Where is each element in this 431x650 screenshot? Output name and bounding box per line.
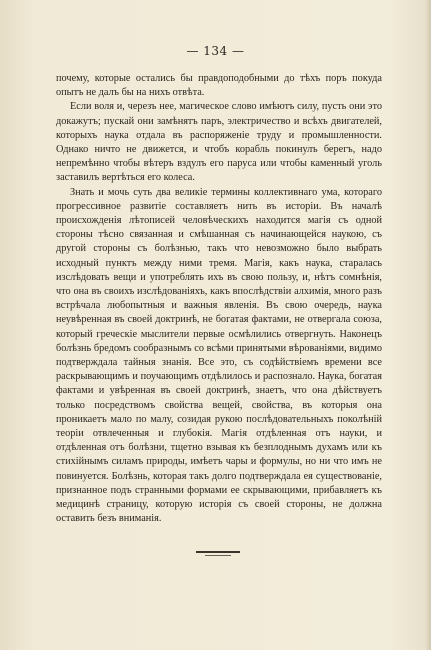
- paragraph-3: Знать и мочь суть два великіе термины коллективнаго ума, котораго прогрессивное развитіе составляетъ нить въ исторіи. Въ началѣ происхожденія лѣтописей человѣческихъ находится магія съ одной стороны тѣсно связанная и смѣшанная съ начинающейся наукою, съ другой стороны съ болѣзнью, такъ что невозможно было выбрать исходный пунктъ между ними тремя. Магія, какъ наука, старалась изслѣдовать вещи и употреблять ихъ въ свою пользу, и, нѣтъ сомнѣнія, что она въ своихъ изслѣдованіяхъ, какъ впослѣдствіи алхимія, много разъ встрѣчала любопытныя и важныя явленія. Въ свою очередь, наука неувѣренная въ своей доктринѣ, не богатая фактами, не отвергала союза, который греческіе мыслители первые осмѣлились отвергнуть. Наконецъ болѣзнь бредомъ сообразнымъ со всѣми принятыми вѣрованіями, видимо подтверждала тайныя знанія. Все это, съ содѣйствіемъ времени все раскрывающимъ и поучающимъ отдѣлилось и распознало. Наука, богатая фактами и увѣренная въ своей доктринѣ, знаетъ, что она дѣйствуетъ только посредствомъ свойства вещей, свойства, въ которыя она проникаетъ мало по малу, созидая рукою послѣдовательныхъ поколѣній теоріи отвлеченныя и глубокія. Магія отдѣленная отъ науки, и отдѣленная отъ болѣзни, тщетно взывая къ безплоднымъ духамъ или къ стихійнымъ силамъ природы, имѣетъ чары и формулы, но ни что имъ не повинуется. Болѣзнь, которая такъ долго подтверждала ея существованіе, признанное подъ странными формами ее скрывающими, прибавляетъ къ медицинѣ страницу, которую исторія съ своей стороны, не должна оставить безъ вниманія.: [56, 186, 382, 525]
- page-edge-shadow: [425, 0, 431, 650]
- end-rule-underline: [205, 555, 231, 556]
- page-number: — 134 —: [186, 44, 245, 58]
- paragraph-2: Если воля и, черезъ нее, магическое слово имѣютъ силу, пусть они это докажутъ; пускай они замѣнятъ паръ, электричество и всѣхъ двигателей, которыхъ наука отдала въ распоряженіе труду и промышленности. Однако ничто не движется, и чтобъ корабль покинулъ берегъ, надо непремѣнно чтобы вѣтеръ вздулъ его паруса или чтобы каменный уголь заставилъ вертѣться его колеса.: [56, 101, 382, 184]
- body-text: [56, 72, 382, 527]
- paragraph-1: почему, которые остались бы правдоподобными до тѣхъ поръ покуда опытъ не далъ бы на нихъ отвѣта.: [56, 73, 382, 99]
- end-rule: [196, 551, 240, 553]
